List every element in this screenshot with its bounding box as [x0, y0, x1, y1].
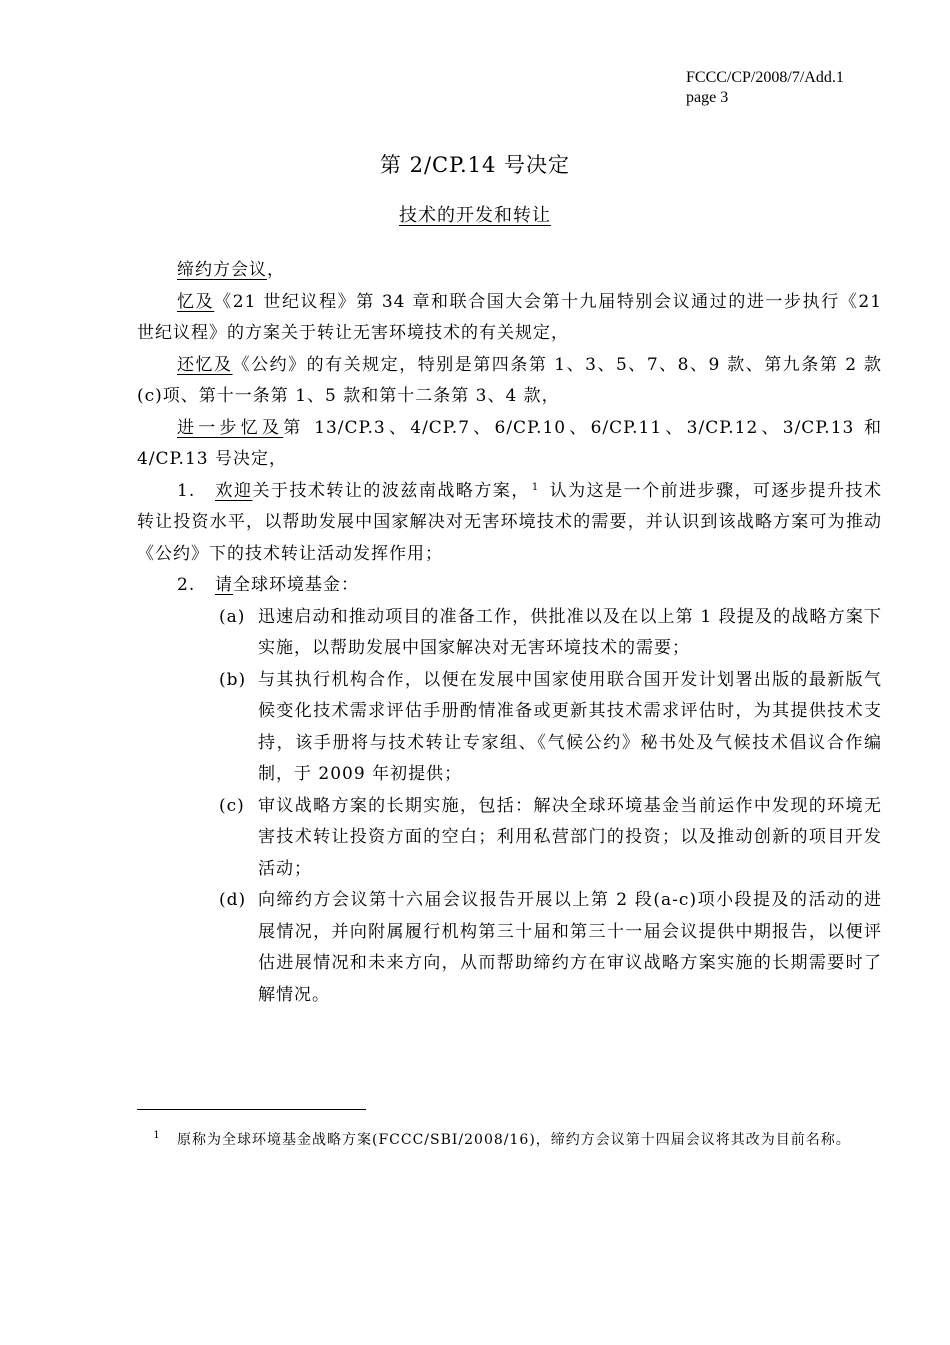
- footnote-text: 原称为全球环境基金战略方案(FCCC/SBI/2008/16)，缔约方会议第十四届会议将其改为目前名称。: [177, 1132, 851, 1148]
- subparagraph-c: [137, 791, 882, 886]
- operative-text: 关于技术转让的波兹南战略方案，: [252, 480, 530, 501]
- decision-title: 第 2/CP.14 号决定: [379, 153, 571, 177]
- preamble-text: ，: [267, 260, 285, 280]
- decision-subtitle-text: 技术的开发和转让: [399, 205, 551, 226]
- operative-paragraph-2: [137, 570, 882, 602]
- preamble-paragraph-1: [137, 287, 882, 350]
- preamble-paragraph-3: [137, 413, 882, 476]
- paragraph-number: 1.: [177, 480, 196, 501]
- subparagraph-a: [137, 602, 882, 665]
- decision-subtitle: [0, 202, 950, 230]
- subparagraph-label: (d): [219, 890, 247, 910]
- subparagraph-list: [137, 602, 882, 1012]
- preamble-keyword: 还忆及: [177, 354, 233, 375]
- operative-keyword: 请: [215, 575, 233, 595]
- footnote-separator: [137, 1109, 366, 1110]
- paragraph-number: 2.: [177, 575, 196, 595]
- preamble-text: 《公约》的有关规定，特别是第四条第 1、3、5、7、8、9 款、第九条第 2 款(c)项、第十一条第 1、5 款和第十二条第 3、4 款，: [137, 354, 883, 406]
- subparagraph-d: [137, 885, 882, 1011]
- operative-text: 认为这是一个前进步骤，可逐步提升技术转让投资水平，以帮助发展中国家解决对无害环境技术的需要，并认识到该战略方案可为推动《公约》下的技术转让活动发挥作用；: [137, 480, 882, 564]
- subparagraph-b: [137, 665, 882, 791]
- subparagraph-label: (a): [219, 606, 246, 627]
- document-symbol: FCCC/CP/2008/7/Add.1: [686, 69, 844, 86]
- preamble-keyword: 进一步忆及: [177, 417, 284, 438]
- preamble-paragraph-0: [137, 255, 882, 287]
- operative-keyword: 欢迎: [215, 480, 253, 501]
- decision-body: [137, 255, 882, 1011]
- operative-paragraph-1: [137, 476, 882, 571]
- page-number: page 3: [686, 89, 729, 106]
- preamble-paragraph-2: [137, 350, 882, 413]
- preamble-text: 第 13/CP.3、4/CP.7、6/CP.10、6/CP.11、3/CP.12、3/CP.13 和 4/CP.13 号决定，: [137, 417, 882, 469]
- subparagraph-text: 迅速启动和推动项目的准备工作，供批准以及在以上第 1 段提及的战略方案下实施，以帮助发展中国家解决对无害环境技术的需要；: [258, 606, 882, 658]
- subparagraph-label: (b): [219, 669, 247, 690]
- footnote-reference[interactable]: 1: [531, 481, 540, 493]
- preamble-text: 《21 世纪议程》第 34 章和联合国大会第十九届特别会议通过的进一步执行《21 世纪议程》的方案关于转让无害环境技术的有关规定，: [137, 291, 883, 343]
- preamble-keyword: 忆及: [177, 291, 215, 312]
- page-header: [686, 68, 844, 108]
- operative-text: 全球环境基金：: [233, 575, 359, 595]
- subparagraph-label: (c): [219, 795, 245, 816]
- subparagraph-text: 审议战略方案的长期实施，包括：解决全球环境基金当前运作中发现的环境无害技术转让投资方面的空白；利用私营部门的投资；以及推动创新的项目开发活动；: [258, 795, 882, 879]
- subparagraph-text: 向缔约方会议第十六届会议报告开展以上第 2 段(a-c)项小段提及的活动的进展情况，并向附属履行机构第三十届和第三十一届会议提供中期报告，以便评估进展情况和未来方向，从而帮助缔约方在审议战略方案实施的长期需要时了解情况。: [258, 890, 882, 1005]
- preamble-keyword: 缔约方会议: [177, 260, 267, 280]
- footnote-mark: 1: [153, 1130, 161, 1141]
- footnote: [137, 1127, 882, 1153]
- subparagraph-text: 与其执行机构合作，以便在发展中国家使用联合国开发计划署出版的最新版气候变化技术需求评估手册酌情准备或更新其技术需求评估时，为其提供技术支持，该手册将与技术转让专家组、《气候公约》秘书处及气候技术倡议合作编制，于 2009 年初提供；: [258, 669, 882, 784]
